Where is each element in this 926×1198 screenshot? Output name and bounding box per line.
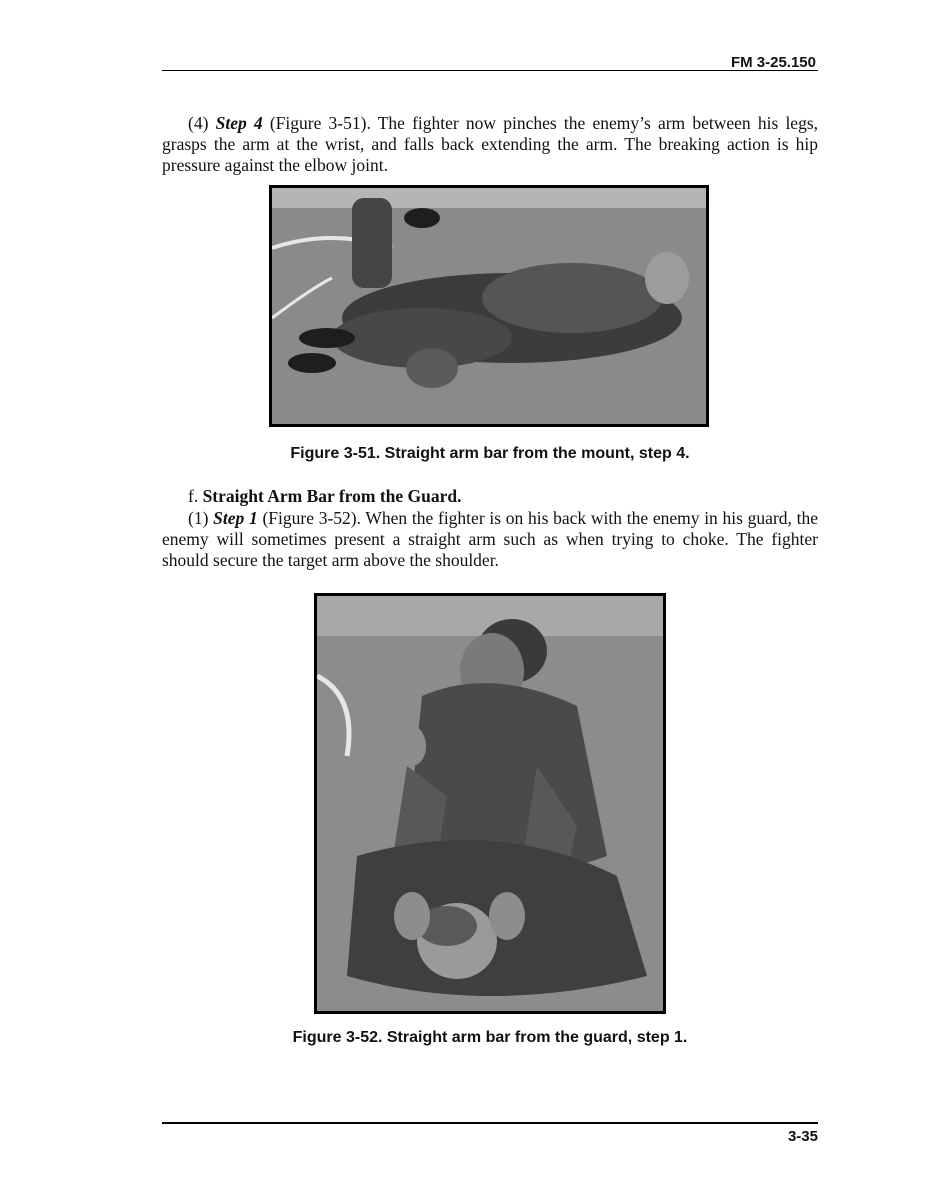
manual-id: FM 3-25.150: [730, 54, 816, 71]
figure-3-52-caption: Figure 3-52. Straight arm bar from the guard, step 1.: [292, 1029, 688, 1046]
paragraph-step-1: [162, 508, 818, 571]
paragraph-number: (1): [188, 508, 209, 528]
section-letter: f.: [188, 486, 199, 506]
paragraph-step-4: [162, 113, 818, 176]
footer-rule: [162, 1122, 818, 1124]
step-label: Step 1: [213, 508, 258, 528]
paragraph-text: (Figure 3-51). The fighter now pinches the enemy’s arm between his legs, grasps the arm at the wrist, and falls back extending the arm. The breaking action is hip pressure against the elbow joint.: [162, 113, 819, 175]
photo-arm-bar-guard: [317, 596, 663, 1011]
figure-3-52-photo: [314, 593, 666, 1014]
photo-arm-bar-mount: [272, 188, 706, 424]
figure-3-51-caption: Figure 3-51. Straight arm bar from the mount, step 4.: [290, 445, 690, 462]
step-label: Step 4: [215, 113, 263, 133]
section-heading: [162, 486, 818, 507]
page-number: 3-35: [787, 1128, 818, 1145]
paragraph-number: (4): [188, 113, 209, 133]
figure-3-51-photo: [269, 185, 709, 427]
paragraph-text: (Figure 3-52). When the fighter is on his back with the enemy in his guard, the enemy will sometimes present a straight arm such as when trying to choke. The fighter should secure the target arm above the shoulder.: [162, 508, 818, 570]
section-title: Straight Arm Bar from the Guard.: [202, 486, 462, 506]
header-rule: [162, 70, 818, 71]
